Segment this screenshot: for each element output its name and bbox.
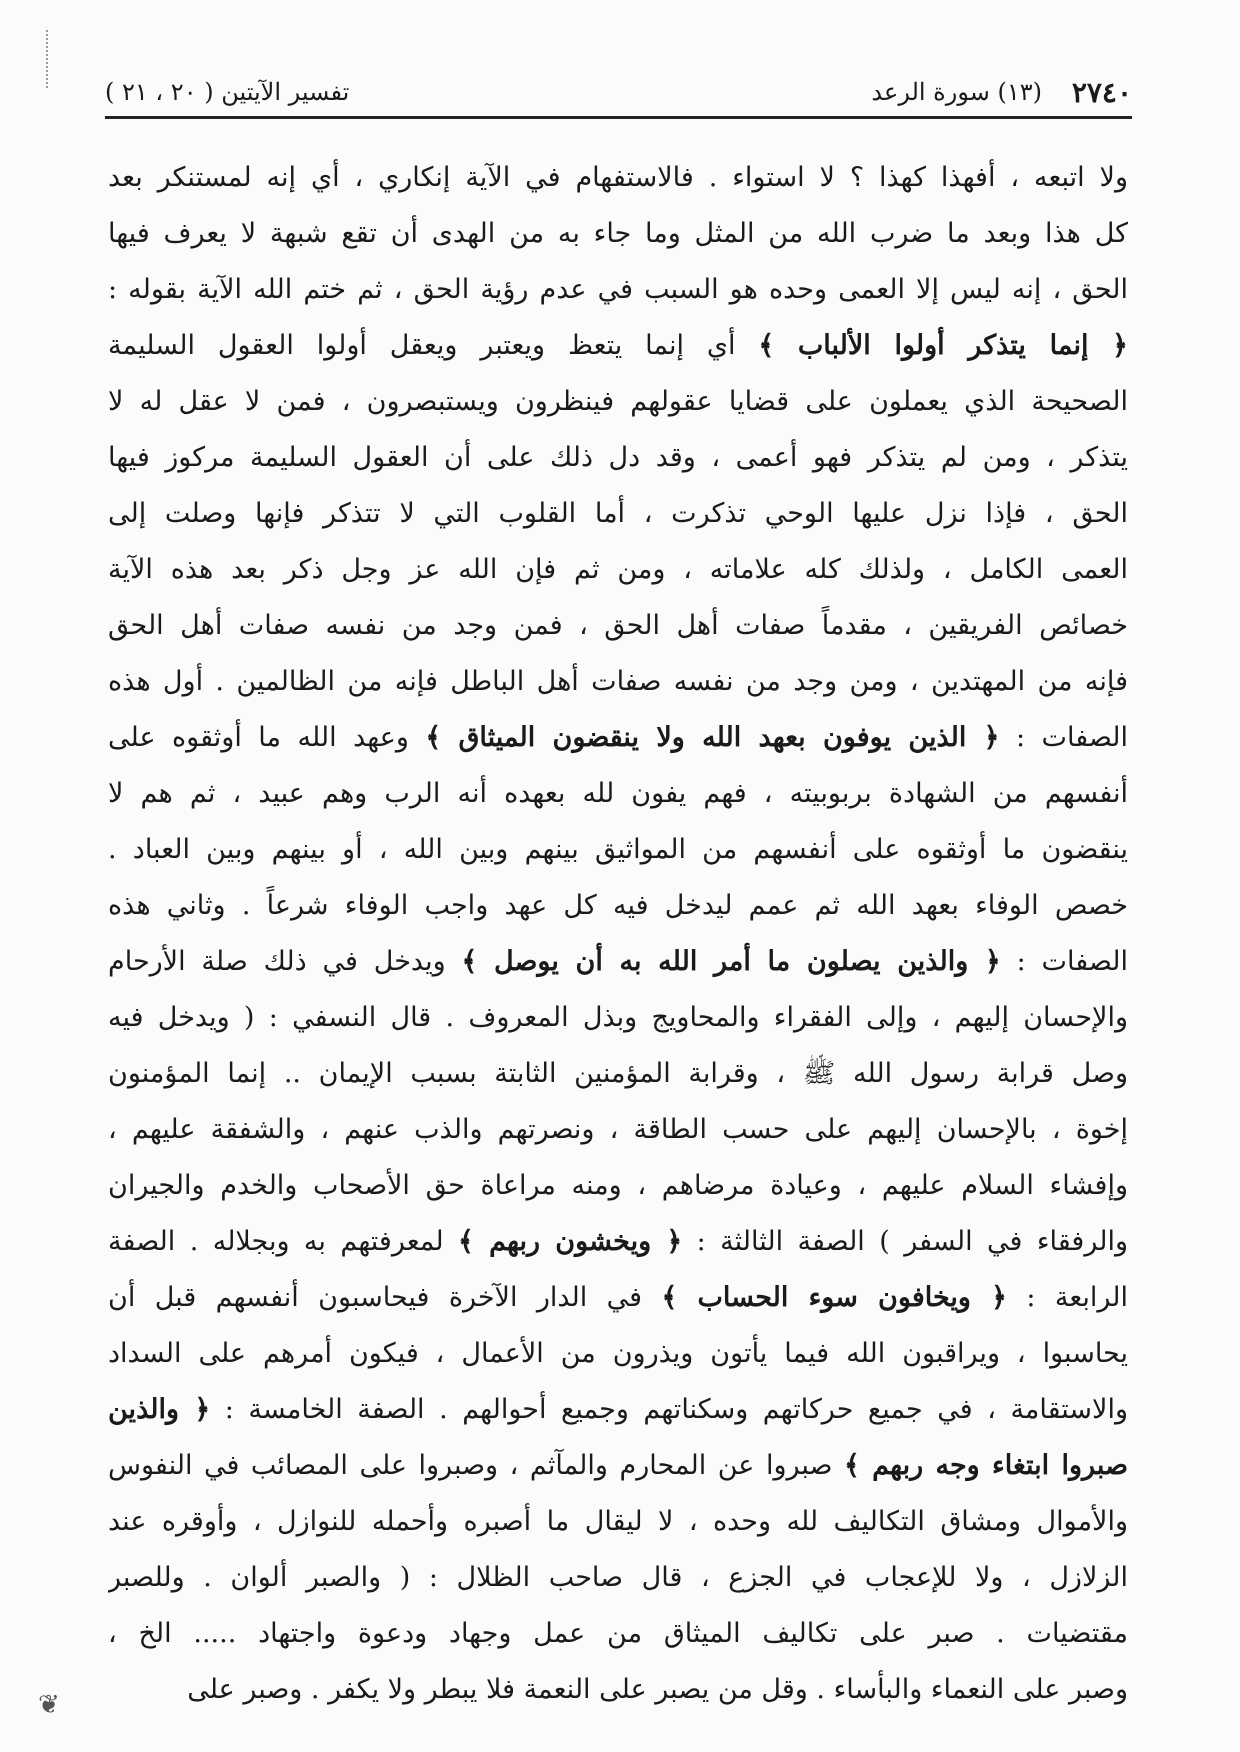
text-line <box>108 430 1128 486</box>
text-line <box>108 934 1128 990</box>
text-line <box>108 1270 1128 1326</box>
header-rule <box>105 116 1132 119</box>
text-line <box>108 990 1128 1046</box>
text-run: الصفات : <box>1000 946 1128 977</box>
text-run: في الدار الآخرة فيحاسبون أنفسهم قبل أن <box>108 1282 662 1313</box>
text-line <box>108 654 1128 710</box>
text-run: يتذكر ، ومن لم يتذكر فهو أعمى ، وقد دل ذلك على أن العقول السليمة مركوز فيها <box>108 442 1128 473</box>
text-run: فإنه من المهتدين ، ومن وجد من نفسه صفات أهل الباطل فإنه من الظالمين . أول هذه <box>108 666 1128 697</box>
text-run: ويدخل في ذلك صلة الأرحام <box>108 946 462 977</box>
page-number: ٢٧٤٠ <box>1071 76 1132 109</box>
text-line <box>108 822 1128 878</box>
text-run: الصفات : <box>999 722 1128 753</box>
verse-quote: ﴿ الذين يوفون بعهد الله ولا ينقضون الميثاق ﴾ <box>425 722 1000 753</box>
text-run: ولا اتبعه ، أفهذا كهذا ؟ لا استواء . فالاستفهام في الآية إنكاري ، أي إنه لمستنكر بعد <box>108 162 1128 193</box>
text-run: والاستقامة ، في جميع حركاتهم وسكناتهم وجميع أحوالهم . الصفة الخامسة : <box>210 1394 1128 1425</box>
text-line <box>108 542 1128 598</box>
text-line <box>108 1550 1128 1606</box>
text-run: الحق ، إنه ليس إلا العمى وحده هو السبب في عدم رؤية الحق ، ثم ختم الله الآية بقوله : <box>108 274 1128 305</box>
text-run: والإحسان إليهم ، وإلى الفقراء والمحاويج وبذل المعروف . قال النسفي : ( ويدخل فيه <box>108 1002 1128 1033</box>
surah-title: (١٣) سورة الرعد <box>871 78 1042 106</box>
text-line <box>108 710 1128 766</box>
text-run: أي إنما يتعظ ويعتبر ويعقل أولوا العقول السليمة <box>108 330 759 361</box>
text-line <box>108 486 1128 542</box>
text-run: الصحيحة الذي يعملون على قضايا عقولهم فينظرون ويستبصرون ، فمن لا عقل له لا <box>108 386 1128 417</box>
text-run: والرفقاء في السفر ) الصفة الثالثة : <box>682 1226 1128 1257</box>
text-run: أنفسهم من الشهادة بربوبيته ، فهم يفون لله بعهده أنه الرب وهم عبيد ، ثم هم لا <box>108 778 1128 809</box>
text-run: الزلازل ، ولا للإعجاب في الجزع ، قال صاحب الظلال : ( والصبر ألوان . وللصبر <box>108 1562 1128 1593</box>
text-line <box>108 1158 1128 1214</box>
text-line <box>108 1662 1128 1718</box>
text-run: العمى الكامل ، ولذلك كله علاماته ، ومن ثم فإن الله عز وجل ذكر بعد هذه الآية <box>108 554 1128 585</box>
scan-edge-mark <box>46 30 54 88</box>
text-line <box>108 1046 1128 1102</box>
text-run: كل هذا وبعد ما ضرب الله من المثل وما جاء به من الهدى أن تقع شبهة لا يعرف فيها <box>108 218 1128 249</box>
text-line <box>108 766 1128 822</box>
text-line <box>108 1326 1128 1382</box>
verse-quote: ﴿ ويخافون سوء الحساب ﴾ <box>661 1282 1007 1313</box>
text-line <box>108 374 1128 430</box>
text-run: الحق ، فإذا نزل عليها الوحي تذكرت ، أما القلوب التي لا تتذكر فإنها وصلت إلى <box>108 498 1128 529</box>
text-run: إخوة ، بالإحسان إليهم على حسب الطاقة ، ونصرتهم والذب عنهم ، والشفقة عليهم ، <box>108 1114 1128 1145</box>
text-run: وإفشاء السلام عليهم ، وعيادة مرضاهم ، ومنه مراعاة حق الأصحاب والخدم والجيران <box>108 1170 1128 1201</box>
text-line <box>108 318 1128 374</box>
text-run: وصبر على النعماء والبأساء . وقل من يصبر على النعمة فلا يبطر ولا يكفر . وصبر على <box>187 1674 1128 1705</box>
text-line <box>108 1494 1128 1550</box>
text-line <box>108 878 1128 934</box>
text-run: والأموال ومشاق التكاليف لله وحده ، لا ليقال ما أصبره وأحمله للنوازل ، وأوقره عند <box>108 1506 1128 1537</box>
verse-quote: صبروا ابتغاء وجه ربهم ﴾ <box>843 1450 1128 1481</box>
text-run: خصائص الفريقين ، مقدماً صفات أهل الحق ، فمن وجد من نفسه صفات أهل الحق <box>108 610 1128 641</box>
verse-quote: ﴿ والذين يصلون ما أمر الله به أن يوصل ﴾ <box>461 946 1001 977</box>
text-run: صبروا عن المحارم والمآثم ، وصبروا على المصائب في النفوس <box>108 1450 844 1481</box>
text-run: خصص الوفاء بعهد الله ثم عمم ليدخل فيه كل عهد واجب الوفاء شرعاً . وثاني هذه <box>108 890 1128 921</box>
text-line <box>108 1438 1128 1494</box>
running-title: تفسير الآيتين ( ٢٠ ، ٢١ ) <box>105 78 350 106</box>
text-line <box>108 150 1128 206</box>
body-text <box>108 150 1128 1718</box>
text-run: وصل قرابة رسول الله ﷺ ، وقرابة المؤمنين الثابتة بسبب الإيمان .. إنما المؤمنون <box>108 1058 1128 1089</box>
text-line <box>108 1606 1128 1662</box>
text-line <box>108 598 1128 654</box>
text-line <box>108 1214 1128 1270</box>
text-run: ينقضون ما أوثقوه على أنفسهم من المواثيق بينهم وبين الله ، أو بينهم وبين العباد . <box>108 834 1128 865</box>
text-run: الرابعة : <box>1006 1282 1128 1313</box>
text-run: يحاسبوا ، ويراقبون الله فيما يأتون ويذرون من الأعمال ، فيكون أمرهم على السداد <box>108 1338 1128 1369</box>
text-run: لمعرفتهم به وبجلاله . الصفة <box>108 1226 459 1257</box>
text-line <box>108 1382 1128 1438</box>
verse-quote: ﴿ إنما يتذكر أولوا الألباب ﴾ <box>758 330 1128 361</box>
text-line <box>108 262 1128 318</box>
text-run: وعهد الله ما أوثقوه على <box>108 722 426 753</box>
text-line <box>108 206 1128 262</box>
flourish-icon: ❦ <box>38 1690 60 1720</box>
verse-quote: ﴿ ويخشون ربهم ﴾ <box>458 1226 683 1257</box>
page-header <box>105 72 1132 116</box>
text-run: مقتضيات . صبر على تكاليف الميثاق من عمل وجهاد ودعوة واجتهاد ..... الخ ، <box>108 1618 1128 1649</box>
text-line <box>108 1102 1128 1158</box>
verse-quote: ﴿ والذين <box>108 1394 211 1425</box>
